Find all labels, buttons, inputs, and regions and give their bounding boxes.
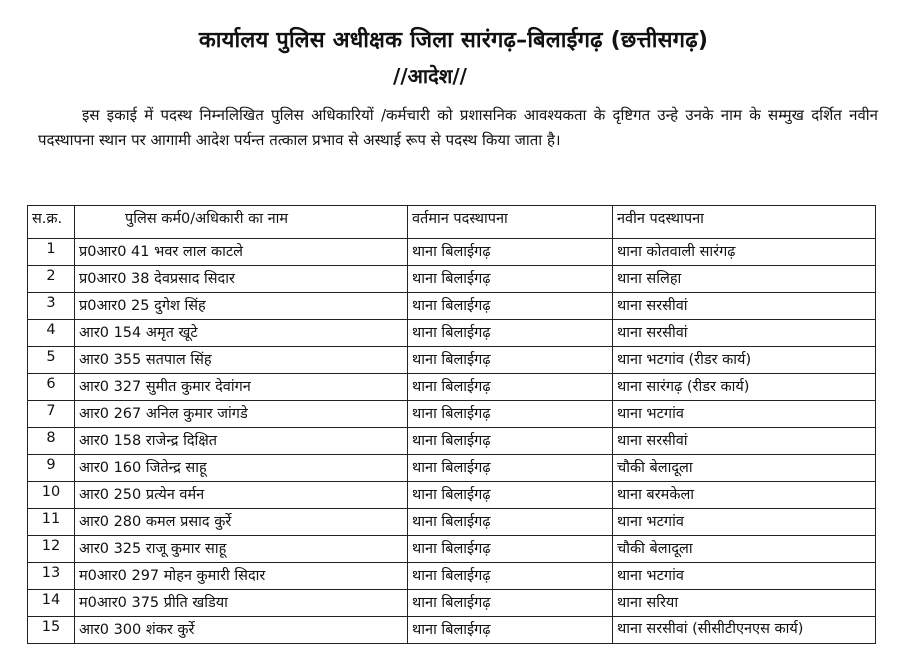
table-row xyxy=(28,563,876,590)
table-row xyxy=(28,428,876,455)
table-row xyxy=(28,266,876,293)
current-posting: थाना बिलाईगढ़ xyxy=(408,374,613,401)
table-row xyxy=(28,617,876,644)
serial-no: 14 xyxy=(28,590,75,617)
current-posting: थाना बिलाईगढ़ xyxy=(408,455,613,482)
new-posting: थाना सरसीवां xyxy=(613,293,876,320)
serial-no: 1 xyxy=(28,239,75,266)
new-posting: थाना सरिया xyxy=(613,590,876,617)
new-posting: थाना सारंगढ़ (रीडर कार्य) xyxy=(613,374,876,401)
serial-no: 6 xyxy=(28,374,75,401)
new-posting: थाना सरसीवां xyxy=(613,428,876,455)
table-row xyxy=(28,374,876,401)
officer-name: आर0 154 अमृत खूटे xyxy=(75,320,408,347)
order-heading: //आदेश// xyxy=(393,64,467,88)
header-serial-no: स.क्र. xyxy=(28,206,75,239)
current-posting: थाना बिलाईगढ़ xyxy=(408,536,613,563)
new-posting: थाना भटगांव xyxy=(613,509,876,536)
new-posting: थाना भटगांव xyxy=(613,563,876,590)
officer-name: आर0 280 कमल प्रसाद कुर्रे xyxy=(75,509,408,536)
table-row xyxy=(28,347,876,374)
officer-name: आर0 327 सुमीत कुमार देवांगन xyxy=(75,374,408,401)
current-posting: थाना बिलाईगढ़ xyxy=(408,509,613,536)
current-posting: थाना बिलाईगढ़ xyxy=(408,347,613,374)
serial-no: 11 xyxy=(28,509,75,536)
serial-no: 3 xyxy=(28,293,75,320)
officer-name: म0आर0 375 प्रीति खडिया xyxy=(75,590,408,617)
current-posting: थाना बिलाईगढ़ xyxy=(408,239,613,266)
new-posting: थाना सलिहा xyxy=(613,266,876,293)
officer-name: आर0 158 राजेन्द्र दिक्षित xyxy=(75,428,408,455)
order-intro-paragraph: इस इकाई में पदस्थ निम्नलिखित पुलिस अधिकारियों /कर्मचारी को प्रशासनिक आवश्यकता के दृष्टिगत उन्हे उनके नाम के सम्मुख दर्शित नवीन पदस्थापना स्थान पर आगामी आदेश पर्यन्त तत्काल प्रभाव से अस्थाई रूप से पदस्थ किया जाता है। xyxy=(38,106,878,149)
table-row xyxy=(28,482,876,509)
new-posting: थाना भटगांव (रीडर कार्य) xyxy=(613,347,876,374)
new-posting: थाना सरसीवां xyxy=(613,320,876,347)
serial-no: 13 xyxy=(28,563,75,590)
officer-name: आर0 160 जितेन्द्र साहू xyxy=(75,455,408,482)
serial-no: 2 xyxy=(28,266,75,293)
officer-name: आर0 267 अनिल कुमार जांगडे xyxy=(75,401,408,428)
serial-no: 10 xyxy=(28,482,75,509)
serial-no: 5 xyxy=(28,347,75,374)
current-posting: थाना बिलाईगढ़ xyxy=(408,617,613,644)
current-posting: थाना बिलाईगढ़ xyxy=(408,266,613,293)
officer-name: आर0 300 शंकर कुर्रे xyxy=(75,617,408,644)
table-row xyxy=(28,293,876,320)
serial-no: 8 xyxy=(28,428,75,455)
table-row xyxy=(28,320,876,347)
serial-no: 9 xyxy=(28,455,75,482)
officer-name: प्र0आर0 41 भवर लाल काटले xyxy=(75,239,408,266)
serial-no: 15 xyxy=(28,617,75,644)
officer-name: म0आर0 297 मोहन कुमारी सिदार xyxy=(75,563,408,590)
office-title: कार्यालय पुलिस अधीक्षक जिला सारंगढ़–बिलाईगढ़ (छत्तीसगढ़) xyxy=(198,28,709,53)
table-row xyxy=(28,239,876,266)
new-posting: चौकी बेलादूला xyxy=(613,455,876,482)
serial-no: 4 xyxy=(28,320,75,347)
new-posting: थाना बरमकेला xyxy=(613,482,876,509)
table-row xyxy=(28,509,876,536)
header-new-posting: नवीन पदस्थापना xyxy=(613,206,876,239)
officer-name: प्र0आर0 25 दुगेश सिंह xyxy=(75,293,408,320)
table-row xyxy=(28,401,876,428)
header-current-posting: वर्तमान पदस्थापना xyxy=(408,206,613,239)
table-header-row xyxy=(28,206,876,239)
new-posting: थाना कोतवाली सारंगढ़ xyxy=(613,239,876,266)
new-posting: थाना भटगांव xyxy=(613,401,876,428)
serial-no: 7 xyxy=(28,401,75,428)
transfer-table xyxy=(27,205,876,644)
officer-name: आर0 250 प्रत्येन वर्मन xyxy=(75,482,408,509)
officer-name: आर0 355 सतपाल सिंह xyxy=(75,347,408,374)
current-posting: थाना बिलाईगढ़ xyxy=(408,293,613,320)
table-row xyxy=(28,590,876,617)
table-row xyxy=(28,455,876,482)
new-posting: थाना सरसीवां (सीसीटीएनएस कार्य) xyxy=(613,617,876,644)
current-posting: थाना बिलाईगढ़ xyxy=(408,401,613,428)
current-posting: थाना बिलाईगढ़ xyxy=(408,428,613,455)
current-posting: थाना बिलाईगढ़ xyxy=(408,482,613,509)
current-posting: थाना बिलाईगढ़ xyxy=(408,563,613,590)
officer-name: प्र0आर0 38 देवप्रसाद सिदार xyxy=(75,266,408,293)
new-posting: चौकी बेलादूला xyxy=(613,536,876,563)
officer-name: आर0 325 राजू कुमार साहू xyxy=(75,536,408,563)
header-name: पुलिस कर्म0/अधिकारी का नाम xyxy=(75,206,408,239)
current-posting: थाना बिलाईगढ़ xyxy=(408,320,613,347)
serial-no: 12 xyxy=(28,536,75,563)
table-row xyxy=(28,536,876,563)
current-posting: थाना बिलाईगढ़ xyxy=(408,590,613,617)
